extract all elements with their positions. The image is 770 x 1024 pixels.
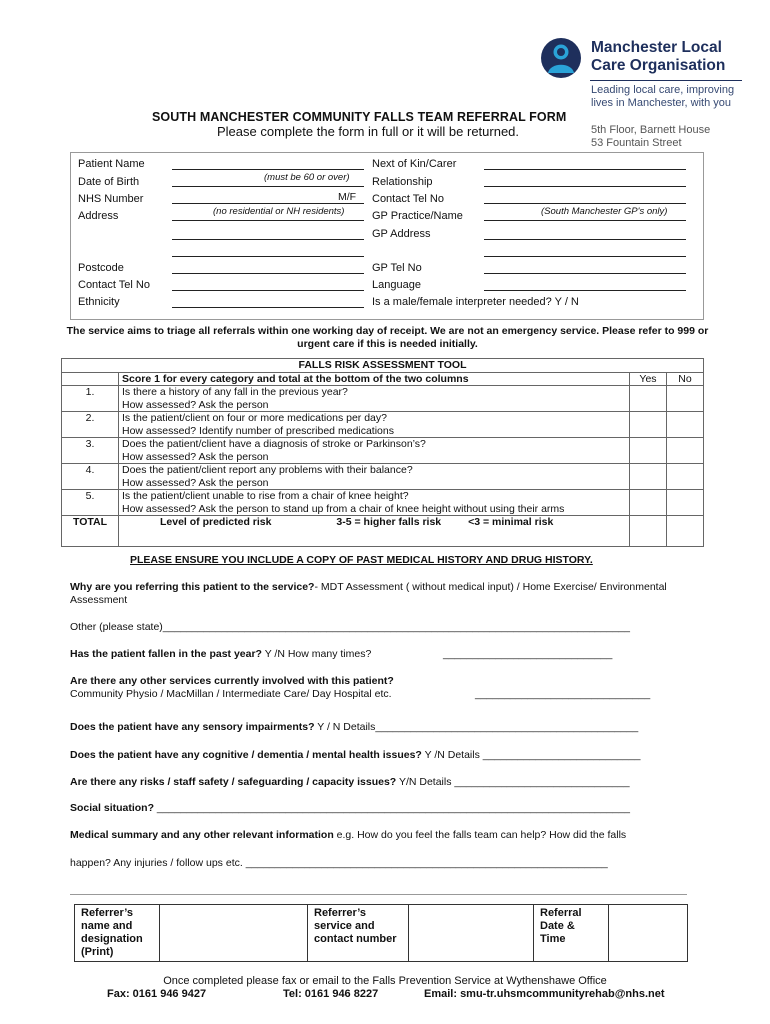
- risks-question: Are there any risks / staff safety / safeguarding / capacity issues? Y/N Details ______________________________: [70, 776, 630, 788]
- relationship-label: Relationship: [372, 176, 433, 188]
- referrer-service-field[interactable]: [409, 905, 534, 962]
- risk-row-question: Is there a history of any fall in the previous year? How assessed? Ask the person: [119, 386, 630, 412]
- relationship-field[interactable]: [484, 186, 686, 187]
- risk-level-cell: [119, 516, 630, 547]
- services-question: Are there any other services currently involved with this patient? Community Physio / MacMillan / Intermediate Care/ Day Hospital etc.: [70, 675, 394, 700]
- nhs-number-field[interactable]: [172, 203, 364, 204]
- ethnicity-label: Ethnicity: [78, 296, 120, 308]
- contact-tel-field[interactable]: [172, 290, 364, 291]
- risk-row-question: Is the patient/client on four or more medications per day? How assessed? Identify number of prescribed medications: [119, 412, 630, 438]
- no-cell[interactable]: [667, 438, 704, 464]
- interpreter-label: Is a male/female interpreter needed? Y / N: [372, 296, 579, 308]
- medical-summary-question: Medical summary and any other relevant information e.g. How do you feel the falls team can help? How did the falls: [70, 829, 627, 841]
- risk-row-num: 2.: [62, 412, 119, 438]
- tel-number: Tel: 0161 946 8227: [283, 988, 379, 1000]
- ensure-note: PLEASE ENSURE YOU INCLUDE A COPY OF PAST MEDICAL HISTORY AND DRUG HISTORY.: [130, 554, 593, 566]
- sensory-question: Does the patient have any sensory impairments? Y / N Details_____________________________________________: [70, 721, 639, 733]
- sex-mf-label: M/F: [338, 191, 357, 203]
- address-label: Address: [78, 210, 119, 222]
- no-cell[interactable]: [667, 464, 704, 490]
- yes-cell[interactable]: [630, 412, 667, 438]
- yes-total-cell[interactable]: [630, 516, 667, 547]
- no-cell[interactable]: [667, 490, 704, 516]
- risk-row-num: 3.: [62, 438, 119, 464]
- address-field-2[interactable]: [172, 239, 364, 240]
- patient-name-label: Patient Name: [78, 158, 145, 170]
- no-cell[interactable]: [667, 412, 704, 438]
- referral-date-field[interactable]: [609, 905, 688, 962]
- referrer-name-label: Referrer’s name and designation (Print): [75, 905, 160, 962]
- risk-table-title: FALLS RISK ASSESSMENT TOOL: [62, 359, 704, 373]
- dob-label: Date of Birth: [78, 176, 140, 188]
- minimal-risk-label: <3 = minimal risk: [468, 516, 554, 528]
- person-circle-logo-icon: [540, 37, 582, 79]
- kin-contact-tel-label: Contact Tel No: [372, 193, 444, 205]
- language-label: Language: [372, 279, 421, 291]
- section-divider: [70, 894, 687, 895]
- form-subtitle: Please complete the form in full or it will be returned.: [217, 124, 520, 139]
- risk-level-label: Level of predicted risk: [160, 516, 272, 528]
- address-field-1[interactable]: [172, 220, 364, 221]
- cognitive-question: Does the patient have any cognitive / dementia / mental health issues? Y /N Details ___________________________: [70, 749, 641, 761]
- risk-empty-cell: [62, 372, 119, 386]
- referrer-table: [74, 904, 688, 962]
- table-row: [62, 438, 704, 464]
- dob-hint: (must be 60 or over): [264, 172, 350, 183]
- social-situation-question: Social situation? _________________________________________________________________________________: [70, 802, 630, 814]
- risk-row-num: 1.: [62, 386, 119, 412]
- total-row: [62, 516, 704, 547]
- kin-contact-tel-field[interactable]: [484, 203, 686, 204]
- gp-address-label: GP Address: [372, 228, 431, 240]
- referral-date-label: Referral Date & Time: [534, 905, 609, 962]
- ethnicity-field[interactable]: [172, 307, 364, 308]
- risk-row-question: Does the patient/client have a diagnosis of stroke or Parkinson’s? How assessed? Ask the person: [119, 438, 630, 464]
- falls-risk-table: [61, 358, 704, 547]
- patient-name-field[interactable]: [172, 169, 364, 170]
- gp-address-field-1[interactable]: [484, 239, 686, 240]
- risk-row-question: Is the patient/client unable to rise from a chair of knee height? How assessed? Ask the person to stand up from a chair of knee height without using their arms: [119, 490, 630, 516]
- submission-instructions: Once completed please fax or email to the Falls Prevention Service at Wythenshawe Office: [163, 975, 607, 987]
- org-divider: [590, 80, 742, 81]
- yes-header: Yes: [630, 372, 667, 386]
- referrer-name-field[interactable]: [160, 905, 308, 962]
- yes-cell[interactable]: [630, 464, 667, 490]
- table-row: [62, 490, 704, 516]
- fallen-times-field[interactable]: _____________________________: [443, 648, 613, 660]
- no-cell[interactable]: [667, 386, 704, 412]
- table-row: [62, 412, 704, 438]
- higher-risk-label: 3-5 = higher falls risk: [336, 516, 442, 528]
- email-address[interactable]: Email: smu-tr.uhsmcommunityrehab@nhs.net: [424, 988, 665, 1000]
- medical-summary-field[interactable]: happen? Any injuries / follow ups etc. ______________________________________________________________: [70, 857, 608, 869]
- yes-cell[interactable]: [630, 438, 667, 464]
- form-title: SOUTH MANCHESTER COMMUNITY FALLS TEAM REFERRAL FORM: [152, 110, 567, 124]
- dob-field[interactable]: [172, 186, 364, 187]
- gp-practice-label: GP Practice/Name: [372, 210, 463, 222]
- no-total-cell[interactable]: [667, 516, 704, 547]
- triage-notice: The service aims to triage all referrals within one working day of receipt. We are not an emergency service. Please refer to 999 or urgent care if this is needed initially.: [66, 325, 709, 350]
- nhs-number-label: NHS Number: [78, 193, 144, 205]
- gp-hint: (South Manchester GP's only): [541, 206, 668, 217]
- postcode-label: Postcode: [78, 262, 124, 274]
- org-tagline: Leading local care, improving lives in Manchester, with you: [591, 84, 735, 109]
- gp-address-field-2[interactable]: [484, 256, 686, 257]
- referral-reason-question: Why are you referring this patient to the service?- MDT Assessment ( without medical input) / Home Exercise/ Environmental Assessment: [70, 581, 667, 606]
- no-header: No: [667, 372, 704, 386]
- risk-instruction: Score 1 for every category and total at the bottom of the two columns: [119, 372, 630, 386]
- org-address: 5th Floor, Barnett House 53 Fountain Street: [591, 124, 711, 149]
- gp-tel-field[interactable]: [484, 273, 686, 274]
- yes-cell[interactable]: [630, 386, 667, 412]
- org-name: Manchester Local Care Organisation: [591, 39, 726, 74]
- gp-practice-field[interactable]: [484, 220, 686, 221]
- risk-row-question: Does the patient/client report any problems with their balance? How assessed? Ask the person: [119, 464, 630, 490]
- address-field-3[interactable]: [172, 256, 364, 257]
- total-label: TOTAL: [62, 516, 119, 547]
- address-hint: (no residential or NH residents): [213, 206, 345, 217]
- fax-number: Fax: 0161 946 9427: [107, 988, 207, 1000]
- table-row: [62, 464, 704, 490]
- gp-tel-label: GP Tel No: [372, 262, 422, 274]
- risk-row-num: 5.: [62, 490, 119, 516]
- postcode-field[interactable]: [172, 273, 364, 274]
- yes-cell[interactable]: [630, 490, 667, 516]
- next-of-kin-field[interactable]: [484, 169, 686, 170]
- other-reason-field[interactable]: Other (please state)________________________________________________________________________________: [70, 621, 630, 633]
- services-field[interactable]: ______________________________: [475, 688, 651, 700]
- language-field[interactable]: [484, 290, 686, 291]
- contact-tel-label: Contact Tel No: [78, 279, 150, 291]
- next-of-kin-label: Next of Kin/Carer: [372, 158, 457, 170]
- risk-row-num: 4.: [62, 464, 119, 490]
- fallen-question: Has the patient fallen in the past year? Y /N How many times?: [70, 648, 372, 660]
- table-row: [62, 386, 704, 412]
- referrer-service-label: Referrer’s service and contact number: [308, 905, 409, 962]
